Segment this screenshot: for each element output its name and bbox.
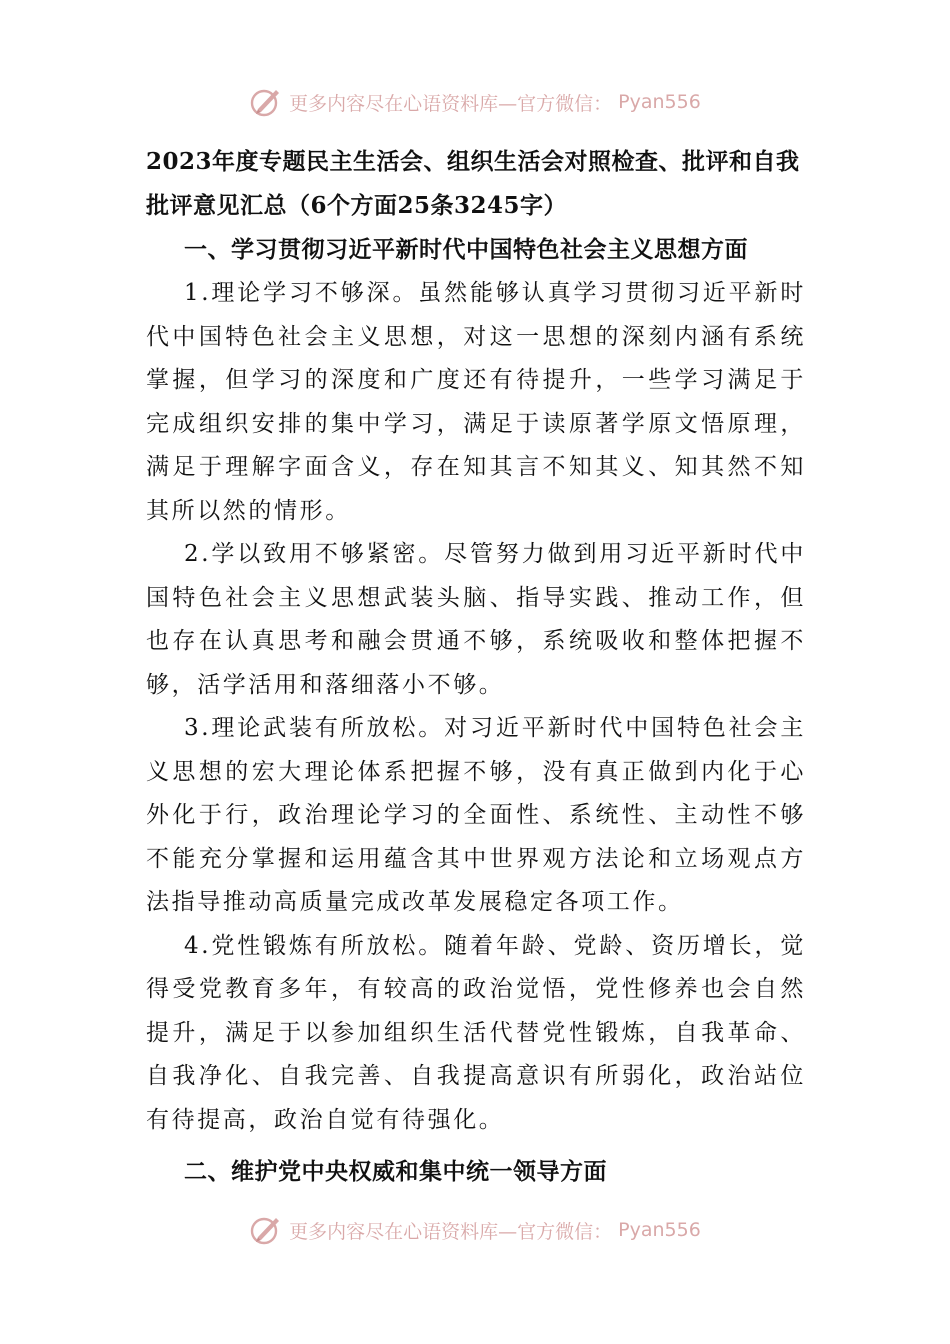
- paragraph-1-3: 3.理论武装有所放松。对习近平新时代中国特色社会主义思想的宏大理论体系把握不够，没有真正做到内化于心外化于行，政治理论学习的全面性、系统性、主动性不够不能充分掌握和运用蕴含其中世界观方法论和立场观点方法指导推动高质量完成改革发展稳定各项工作。: [146, 715, 806, 915]
- pen-logo-icon: [249, 85, 283, 119]
- document-body: [146, 140, 806, 1194]
- section-heading-2: 二、维护党中央权威和集中统一领导方面: [184, 1158, 607, 1185]
- watermark-text: 更多内容尽在心语资料库—官方微信：: [289, 92, 613, 115]
- document-title: 2023年度专题民主生活会、组织生活会对照检查、批评和自我批评意见汇总（6个方面25条3245字）: [146, 148, 800, 219]
- section-heading-1: 一、学习贯彻习近平新时代中国特色社会主义思想方面: [184, 236, 748, 263]
- watermark-contact: Pyan556: [618, 1219, 701, 1241]
- watermark-contact: Pyan556: [618, 91, 701, 113]
- paragraph-1-2: 2.学以致用不够紧密。尽管努力做到用习近平新时代中国特色社会主义思想武装头脑、指导实践、推动工作，但也存在认真思考和融会贯通不够，系统吸收和整体把握不够，活学活用和落细落小不够。: [146, 541, 806, 698]
- watermark-banner-top: [0, 80, 950, 124]
- watermark-text: 更多内容尽在心语资料库—官方微信：: [289, 1220, 613, 1243]
- pen-logo-icon: [249, 1213, 283, 1247]
- paragraph-1-4: 4.党性锻炼有所放松。随着年龄、党龄、资历增长，觉得受党教育多年，有较高的政治觉悟，党性修养也会自然提升，满足于以参加组织生活代替党性锻炼，自我革命、自我净化、自我完善、自我提高意识有所弱化，政治站位有待提高，政治自觉有待强化。: [146, 932, 806, 1133]
- paragraph-1-1: 1.理论学习不够深。虽然能够认真学习贯彻习近平新时代中国特色社会主义思想，对这一思想的深刻内涵有系统掌握，但学习的深度和广度还有待提升，一些学习满足于完成组织安排的集中学习，满足于读原著学原文悟原理，满足于理解字面含义，存在知其言不知其义、知其然不知其所以然的情形。: [146, 280, 806, 524]
- watermark-banner-bottom: [0, 1208, 950, 1252]
